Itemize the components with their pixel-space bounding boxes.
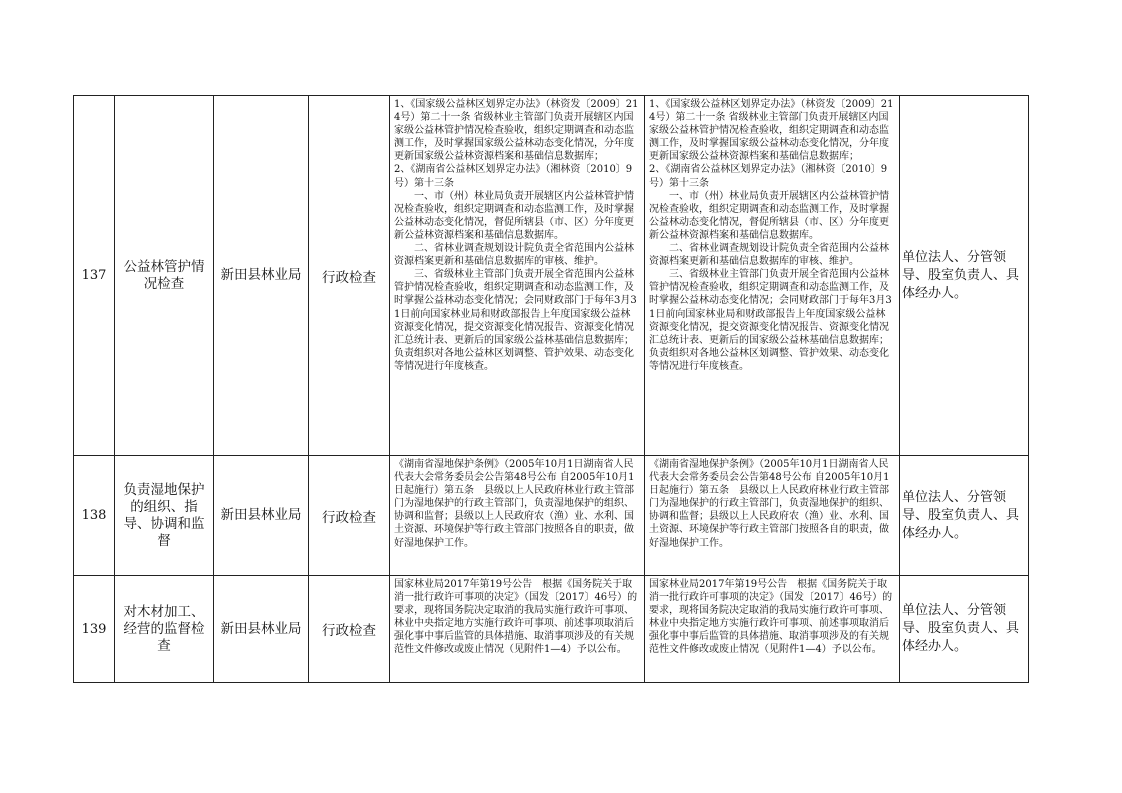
department: 新田县林业局 [214,456,309,576]
legal-basis-text: 1、《国家级公益林区划界定办法》（林资发〔2009〕214号）第二十一条 省级林业主管部门负责开展辖区内国家级公益林管护情况检查验收，组织定期调查和动态监测工作，及时掌握国家级公益林动态变化情况，分年度更新国家级公益林资源档案和基础信息数据库； 2、《湖南省公益林区划界定办法》（湘林资〔2010〕9号）第十三条 一、市（州）林业局负责开展辖区内公益林管护情况检查验收，组织定期调查和动态监测工作，及时掌握公益林动态变化情况，督促所辖县（市、区）分年度更新公益林资源档案和基础信息数据库。 二、省林业调查规划设计院负责全省范围内公益林资源档案更新和基础信息数据库的审核、维护。 三、省级林业主管部门负责开展全省范围内公益林管护情况检查验收，组织定期调查和动态监测工作，及时掌握公益林动态变化情况；会同财政部门于每年3月31日前向国家林业局和财政部报告上年度国家级公益林资源变化情况，提交资源变化情况报告、资源变化情况汇总统计表、更新后的国家级公益林基础信息数据库；负责组织对各地公益林区划调整、管护效果、动态变化等情况进行年度核查。 [394,99,639,372]
department: 新田县林业局 [214,96,309,456]
legal-basis-text: 《湖南省湿地保护条例》（2005年10月1日湖南省人民代表大会常务委员会公告第48号公布 自2005年10月1日起施行）第五条 县级以上人民政府林业行政主管部门为湿地保护的行政主管部门，负责湿地保护的组织、协调和监督；县级以上人民政府农（渔）业、水利、国土资源、环境保护等行政主管部门按照各自的职责，做好湿地保护工作。 [394,459,635,549]
legal-basis [390,576,645,683]
item-name: 负责湿地保护的组织、指导、协调和监督 [115,456,214,576]
inspection-table [73,95,1029,683]
legal-basis [390,456,645,576]
legal-basis [390,96,645,456]
responsibility-basis-text: 国家林业局2017年第19号公告 根据《国务院关于取消一批行政许可事项的决定》（国发〔2017〕46号）的要求，现将国务院决定取消的我局实施行政许可事项、林业中央指定地方实施行政许可事项、前述事项取消后强化事中事后监管的具体措施、取消事项涉及的有关规范性文件修改或废止情况（见附件1—4）予以公布。 [649,579,893,656]
row-number: 139 [74,576,115,683]
power-type: 行政检查 [309,96,390,456]
responsibility-basis-text: 1、《国家级公益林区划界定办法》（林资发〔2009〕214号）第二十一条 省级林业主管部门负责开展辖区内国家级公益林管护情况检查验收，组织定期调查和动态监测工作，及时掌握国家级公益林动态变化情况，分年度更新国家级公益林资源档案和基础信息数据库； 2、《湖南省公益林区划界定办法》（湘林资〔2010〕9号）第十三条 一、市（州）林业局负责开展辖区内公益林管护情况检查验收，组织定期调查和动态监测工作，及时掌握公益林动态变化情况，督促所辖县（市、区）分年度更新公益林资源档案和基础信息数据库。 二、省林业调查规划设计院负责全省范围内公益林资源档案更新和基础信息数据库的审核、维护。 三、省级林业主管部门负责开展全省范围内公益林管护情况检查验收，组织定期调查和动态监测工作，及时掌握公益林动态变化情况；会同财政部门于每年3月31日前向国家林业局和财政部报告上年度国家级公益林资源变化情况，提交资源变化情况报告、资源变化情况汇总统计表、更新后的国家级公益林基础信息数据库；负责组织对各地公益林区划调整、管护效果、动态变化等情况进行年度核查。 [649,99,894,372]
item-name: 公益林管护情况检查 [115,96,214,456]
responsibility-basis-text: 《湖南省湿地保护条例》（2005年10月1日湖南省人民代表大会常务委员会公告第48号公布 自2005年10月1日起施行）第五条 县级以上人民政府林业行政主管部门为湿地保护的行政主管部门，负责湿地保护的组织、协调和监督；县级以上人民政府农（渔）业、水利、国土资源、环境保护等行政主管部门按照各自的职责，做好湿地保护工作。 [649,459,890,549]
department: 新田县林业局 [214,576,309,683]
item-name: 对木材加工、经营的监督检查 [115,576,214,683]
responsibility-basis [645,96,900,456]
row-number: 137 [74,96,115,456]
row-number: 138 [74,456,115,576]
table-row [74,456,1029,576]
power-type: 行政检查 [309,456,390,576]
responsible-persons: 单位法人、分管领导、股室负责人、具体经办人。 [900,456,1029,576]
power-type: 行政检查 [309,576,390,683]
responsibility-basis [645,456,900,576]
table-row [74,576,1029,683]
responsibility-basis [645,576,900,683]
responsible-persons: 单位法人、分管领导、股室负责人、具体经办人。 [900,96,1029,456]
responsible-persons: 单位法人、分管领导、股室负责人、具体经办人。 [900,576,1029,683]
table-row [74,96,1029,456]
legal-basis-text: 国家林业局2017年第19号公告 根据《国务院关于取消一批行政许可事项的决定》（国发〔2017〕46号）的要求，现将国务院决定取消的我局实施行政许可事项、林业中央指定地方实施行政许可事项、前述事项取消后强化事中事后监管的具体措施、取消事项涉及的有关规范性文件修改或废止情况（见附件1—4）予以公布。 [394,579,638,656]
